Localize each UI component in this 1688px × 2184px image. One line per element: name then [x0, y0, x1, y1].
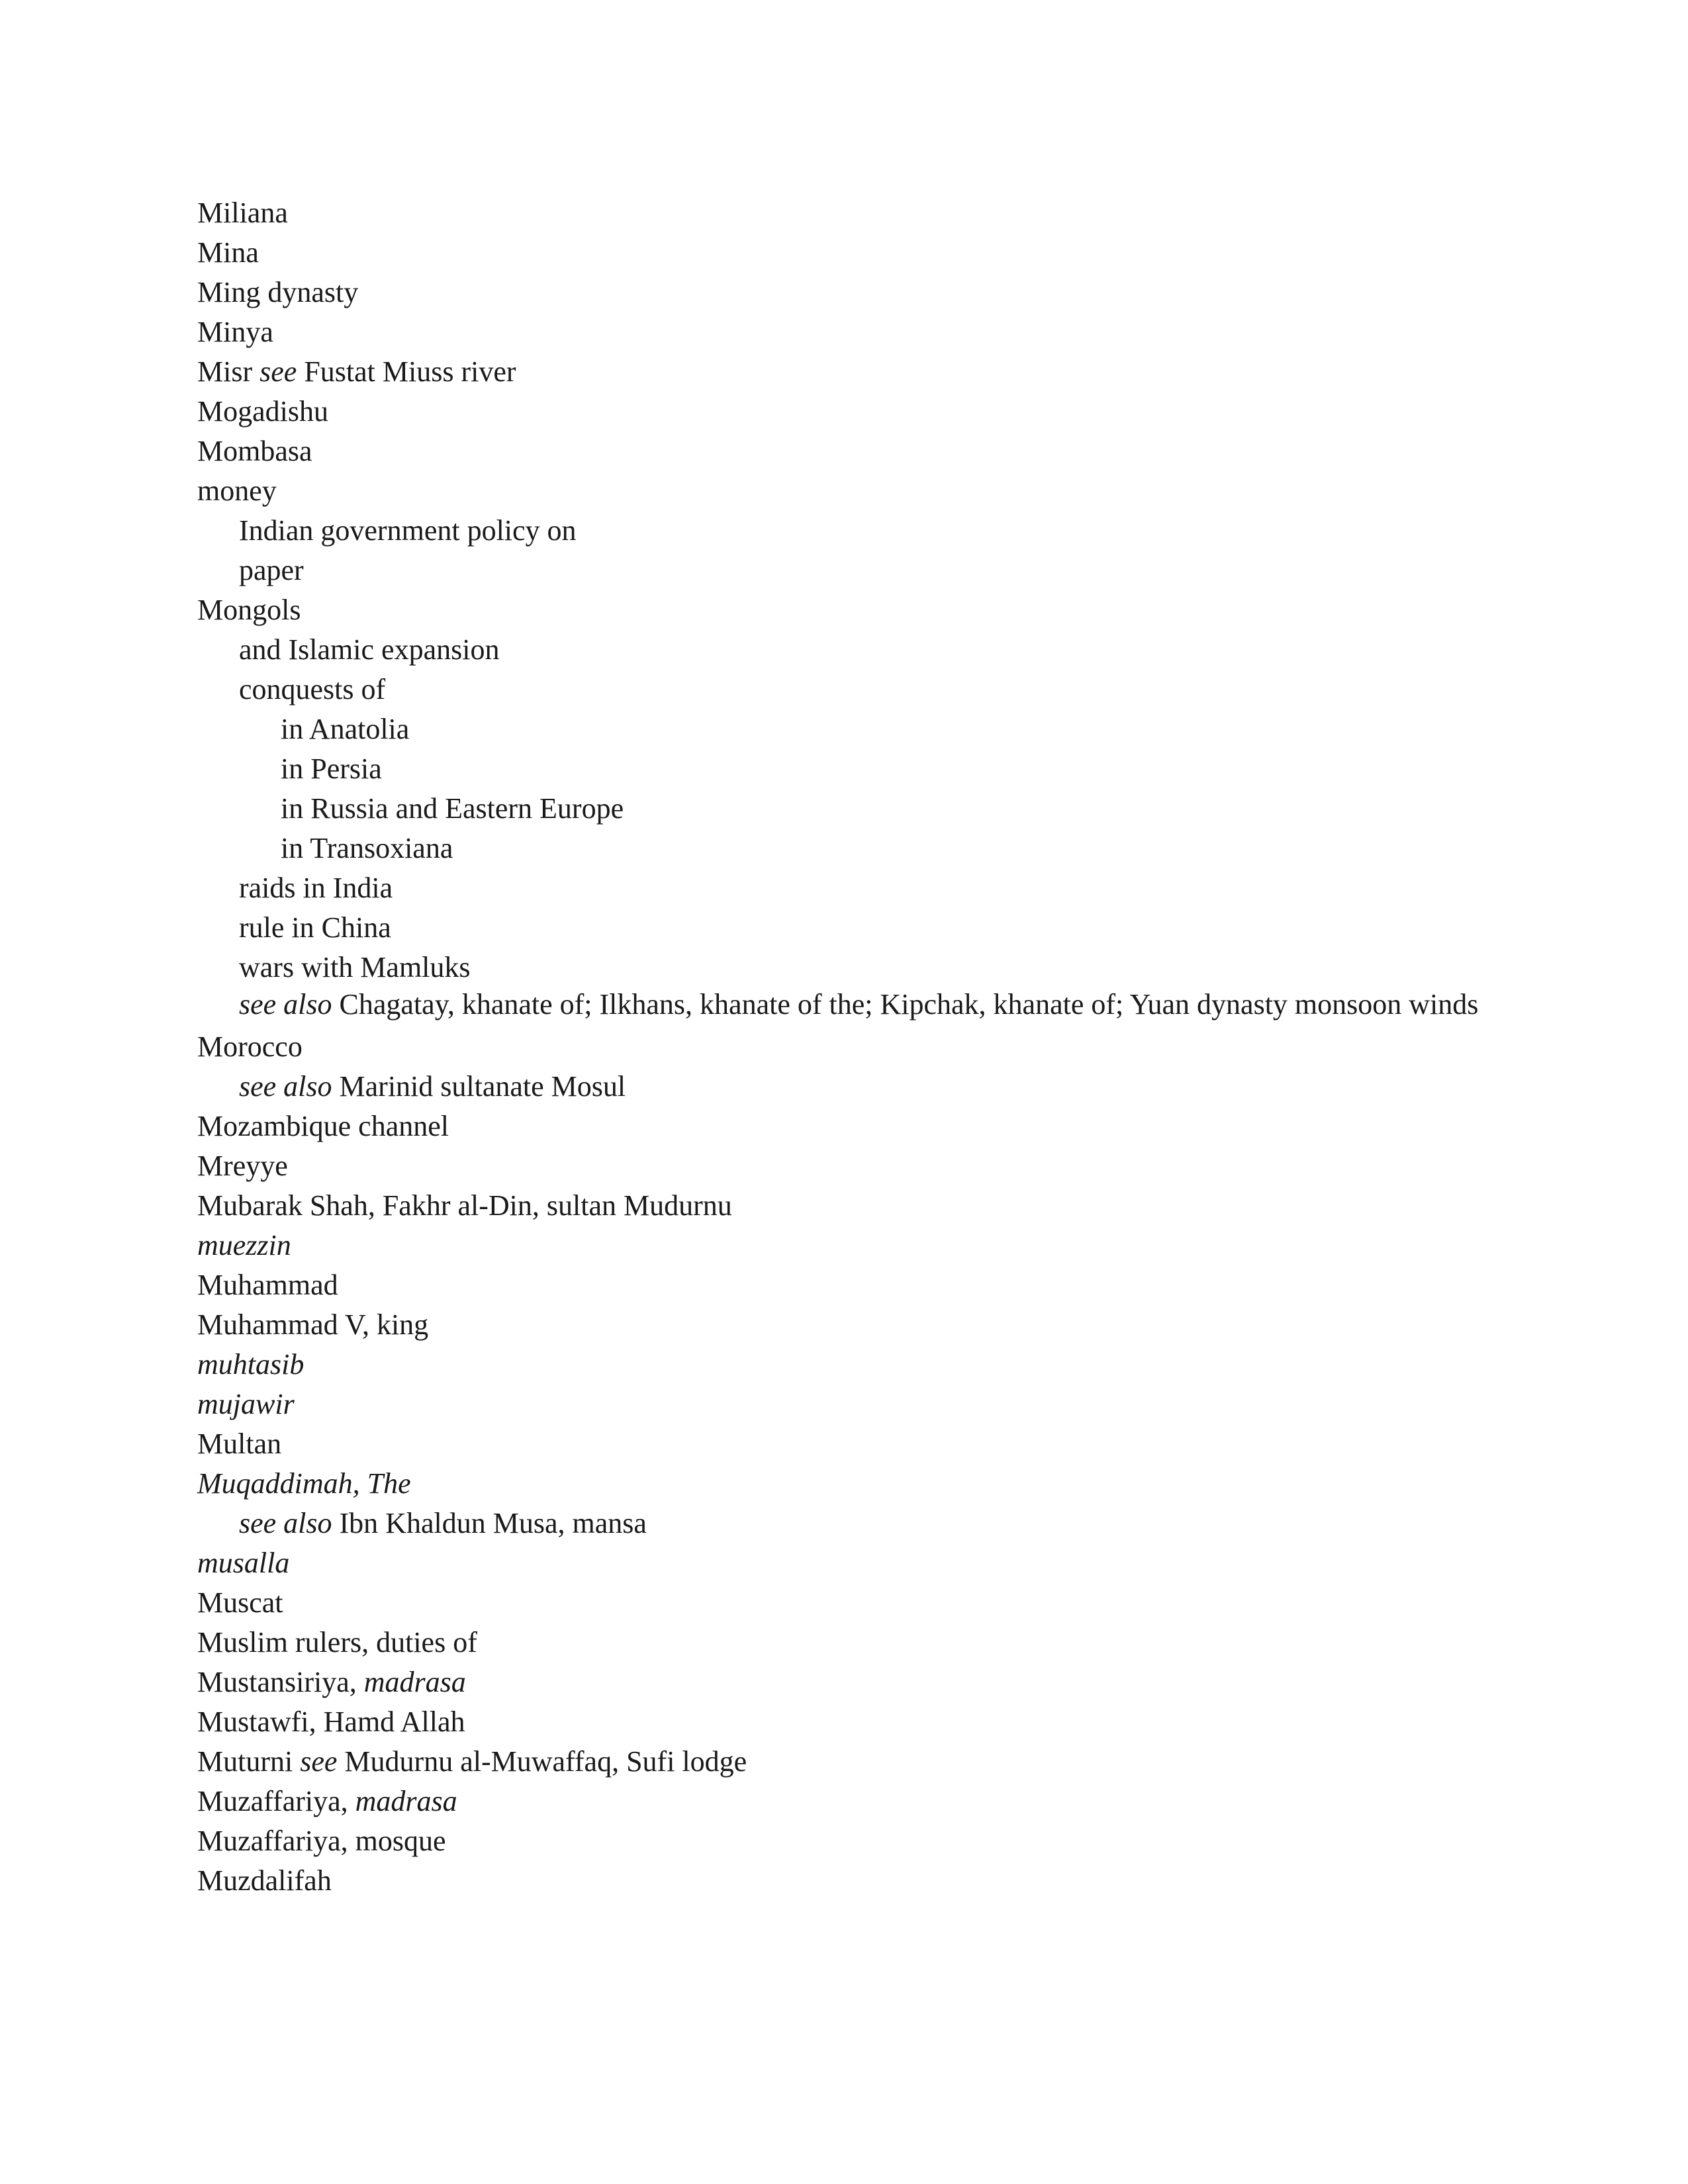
entry-qualifier: madrasa: [363, 1666, 466, 1698]
index-entry-ming-dynasty: Ming dynasty: [197, 276, 359, 308]
entry-qualifier: madrasa: [355, 1785, 457, 1817]
index-subentry-indian-government-policy: Indian government policy on: [239, 514, 577, 547]
index-subentry-conquests-of: conquests of: [239, 673, 386, 705]
index-subentry-rule-in-china: rule in China: [239, 911, 391, 944]
index-entry-muezzin: muezzin: [197, 1229, 291, 1261]
see-also-label: see also: [239, 988, 332, 1021]
index-subsubentry-russia-eastern-europe: in Russia and Eastern Europe: [281, 792, 624, 825]
index-entry-mreyye: Mreyye: [197, 1150, 288, 1182]
index-entry-mujawir: mujawir: [197, 1388, 295, 1420]
index-entry-minya: Minya: [197, 316, 273, 348]
index-entry-mozambique-channel: Mozambique channel: [197, 1110, 449, 1142]
index-entry-muslim-rulers: Muslim rulers, duties of: [197, 1626, 477, 1659]
index-entry-mustansiriya: [197, 1662, 1484, 1702]
see-also-label: see also: [239, 1070, 332, 1103]
index-entry-muzaffariya-madrasa: [197, 1782, 1484, 1821]
index-entry-misr: [197, 352, 1484, 392]
index-subentry-see-also-muqaddimah: [197, 1504, 1484, 1543]
index-entry-muhtasib: muhtasib: [197, 1348, 305, 1381]
index-entry-muzaffariya-mosque: Muzaffariya, mosque: [197, 1825, 446, 1857]
index-entry-mongols: Mongols: [197, 594, 301, 626]
entry-term: Mustansiriya,: [197, 1666, 364, 1698]
entry-term: Muzaffariya,: [197, 1785, 355, 1817]
index-entry-mina: Mina: [197, 236, 259, 269]
index-entry-multan: Multan: [197, 1428, 282, 1460]
see-also-targets: Marinid sultanate Mosul: [332, 1070, 626, 1103]
index-entry-mubarak-shah: Mubarak Shah, Fakhr al-Din, sultan Mudurnu: [197, 1189, 732, 1222]
see-reference-label: see: [300, 1745, 338, 1778]
index-entry-money: money: [197, 475, 277, 507]
index-entry-muscat: Muscat: [197, 1586, 283, 1619]
index-list: [197, 193, 1484, 1901]
see-also-targets: Chagatay, khanate of; Ilkhans, khanate of the; Kipchak, khanate of; Yuan dynasty monsoon winds: [332, 988, 1479, 1021]
index-entry-morocco: Morocco: [197, 1030, 303, 1063]
index-entry-miliana: Miliana: [197, 197, 288, 229]
entry-term: Misr: [197, 355, 260, 388]
index-subentry-see-also-morocco: [197, 1067, 1484, 1107]
index-entry-muqaddimah: Muqaddimah, The: [197, 1467, 411, 1500]
see-also-label: see also: [239, 1507, 332, 1539]
see-also-targets: Ibn Khaldun Musa, mansa: [332, 1507, 647, 1539]
index-subentry-islamic-expansion: and Islamic expansion: [239, 633, 500, 666]
index-subsubentry-transoxiana: in Transoxiana: [281, 832, 453, 864]
index-entry-muturni: [197, 1742, 1484, 1782]
index-subsubentry-anatolia: in Anatolia: [281, 713, 410, 745]
index-subsubentry-persia: in Persia: [281, 752, 382, 785]
index-entry-muhammad-v: Muhammad V, king: [197, 1308, 429, 1341]
index-entry-mogadishu: Mogadishu: [197, 395, 328, 428]
index-entry-mombasa: Mombasa: [197, 435, 312, 467]
index-entry-muhammad: Muhammad: [197, 1269, 338, 1301]
entry-term: Muturni: [197, 1745, 301, 1778]
index-subentry-raids-in-india: raids in India: [239, 872, 393, 904]
index-entry-mustawfi: Mustawfi, Hamd Allah: [197, 1706, 465, 1738]
see-reference-target: Fustat Miuss river: [297, 355, 516, 388]
index-entry-musalla: musalla: [197, 1547, 290, 1579]
index-subentry-wars-with-mamluks: wars with Mamluks: [239, 951, 471, 983]
see-reference-label: see: [259, 355, 297, 388]
see-reference-target: Mudurnu al-Muwaffaq, Sufi lodge: [337, 1745, 747, 1778]
index-entry-muzdalifah: Muzdalifah: [197, 1864, 332, 1897]
index-subentry-paper: paper: [239, 554, 304, 586]
index-subentry-see-also-mongols: [197, 987, 1484, 1022]
